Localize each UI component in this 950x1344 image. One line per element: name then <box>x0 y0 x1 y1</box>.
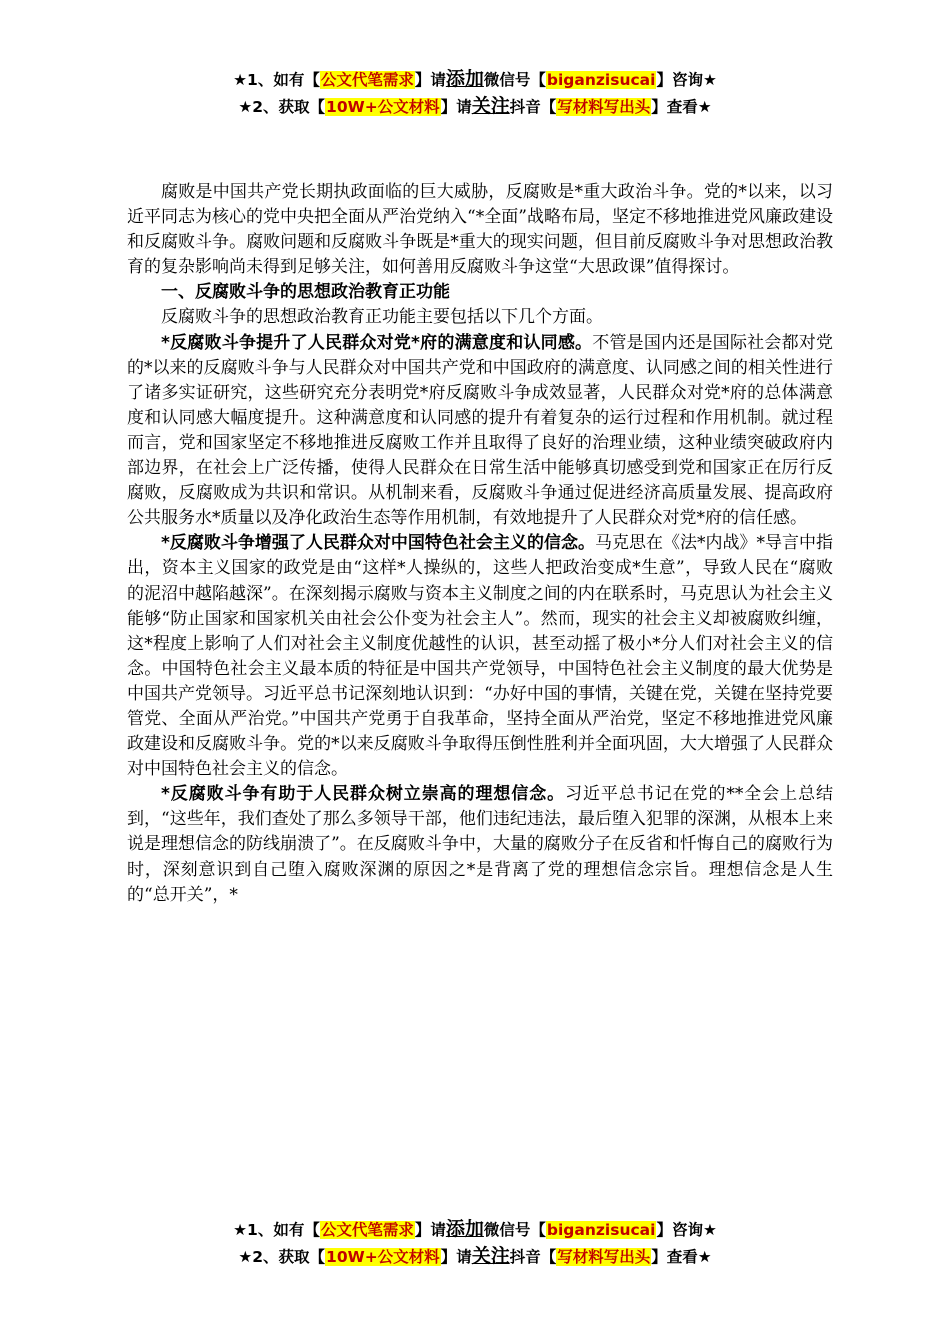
document-body <box>127 180 833 908</box>
point-2-text: 马克思在《法*内战》*导言中指出，资本主义国家的政党是由“这样*人操纵的，这些人把政治变成*生意”，导致人民在“腐败的泥沼中越陷越深”。在深刻揭示腐败与资本主义制度之间的内在联系时，马克思认为社会主义能够“防止国家和国家机关由社会公仆变为社会主人”。然而，现实的社会主义却被腐败纠缠，这*程度上影响了人们对社会主义制度优越性的认识，甚至动摇了极小*分人们对社会主义的信念。中国特色社会主义最本质的特征是中国共产党领导，中国特色社会主义制度的最大优势是中国共产党领导。习近平总书记深刻地认识到：“办好中国的事情，关键在党，关键在坚持党要管党、全面从严治党。”中国共产党勇于自我革命，坚持全面从严治党，坚定不移地推进党风廉政建设和反腐败斗争。党的*以来反腐败斗争取得压倒性胜利并全面巩固，大大增强了人民群众对中国特色社会主义的信念。 <box>127 533 834 780</box>
header-banner <box>0 66 950 120</box>
footer-banner <box>0 1216 950 1270</box>
point-3-paragraph <box>127 782 833 907</box>
emphasis-add: 添加 <box>445 68 484 90</box>
footer-emphasis-add: 添加 <box>445 1218 484 1240</box>
emphasis-follow: 关注 <box>471 95 510 117</box>
footer-highlight-douyin: 写材料写出头 <box>557 1248 651 1266</box>
summary-paragraph: 反腐败斗争的思想政治教育正功能主要包括以下几个方面。 <box>161 307 603 328</box>
banner-line-1: ★1、如有【公文代笔需求】请添加微信号【biganzisucai】咨询★ <box>233 68 717 90</box>
footer-line-1: ★1、如有【公文代笔需求】请添加微信号【biganzisucai】咨询★ <box>233 1218 717 1240</box>
intro-paragraph: 腐败是中国共产党长期执政面临的巨大威胁，反腐败是*重大政治斗争。党的*以来，以习近平同志为核心的党中央把全面从严治党纳入“*全面”战略布局，坚定不移地推进党风廉政建设和反腐败斗争。腐败问题和反腐败斗争既是*重大的现实问题，但目前反腐败斗争对思想政治教育的复杂影响尚未得到足够关注，如何善用反腐败斗争这堂“大思政课”值得探讨。 <box>127 182 833 278</box>
point-3-lead: *反腐败斗争有助于人民群众树立崇高的理想信念。 <box>161 784 566 805</box>
point-2-paragraph <box>127 531 833 782</box>
point-1-text: 不管是国内还是国际社会都对党的*以来的反腐败斗争与人民群众对中国共产党和中国政府的满意度、认同感之间的相关性进行了诸多实证研究，这些研究充分表明党*府反腐败斗争成效显著，人民群众对党*府的总体满意度和认同感大幅度提升。这种满意度和认同感的提升有着复杂的运行过程和作用机制。就过程而言，党和国家坚定不移地推进反腐败工作并且取得了良好的治理业绩，这种业绩突破政府内部边界，在社会上广泛传播，使得人民群众在日常生活中能够真切感受到党和国家正在厉行反腐败，反腐败成为共识和常识。从机制来看，反腐败斗争通过促进经济高质量发展、提高政府公共服务水*质量以及净化政治生态等作用机制，有效地提升了人民群众对党*府的信任感。 <box>127 332 834 529</box>
highlight-wechat-id: biganzisucai <box>546 71 656 89</box>
footer-highlight-materials: 10W+公文材料 <box>326 1248 440 1266</box>
point-3-text: 习近平总书记在党的**全会上总结到，“这些年，我们查处了那么多领导干部，他们违纪违法，最后堕入犯罪的深渊，从根本上来说是理想信念的防线崩溃了”。在反腐败斗争中，大量的腐败分子在反省和忏悔自己的腐败行为时，深刻意识到自己堕入腐败深渊的原因之*是背离了党的理想信念宗旨。理想信念是人生的“总开关”，* <box>127 784 833 905</box>
highlight-materials: 10W+公文材料 <box>326 98 440 116</box>
banner-line-2: ★2、获取【10W+公文材料】请关注抖音【写材料写出头】查看★ <box>238 95 712 117</box>
point-1-lead: *反腐败斗争提升了人民群众对党*府的满意度和认同感。 <box>161 332 593 353</box>
footer-line-2: ★2、获取【10W+公文材料】请关注抖音【写材料写出头】查看★ <box>238 1245 712 1267</box>
footer-highlight-service: 公文代笔需求 <box>320 1221 414 1239</box>
point-1-paragraph <box>127 331 833 532</box>
point-2-lead: *反腐败斗争增强了人民群众对中国特色社会主义的信念。 <box>161 533 595 554</box>
highlight-service: 公文代笔需求 <box>320 71 414 89</box>
section-heading: 一、反腐败斗争的思想政治教育正功能 <box>161 282 450 303</box>
footer-emphasis-follow: 关注 <box>471 1245 510 1267</box>
highlight-douyin: 写材料写出头 <box>557 98 651 116</box>
footer-highlight-wechat-id: biganzisucai <box>546 1221 656 1239</box>
